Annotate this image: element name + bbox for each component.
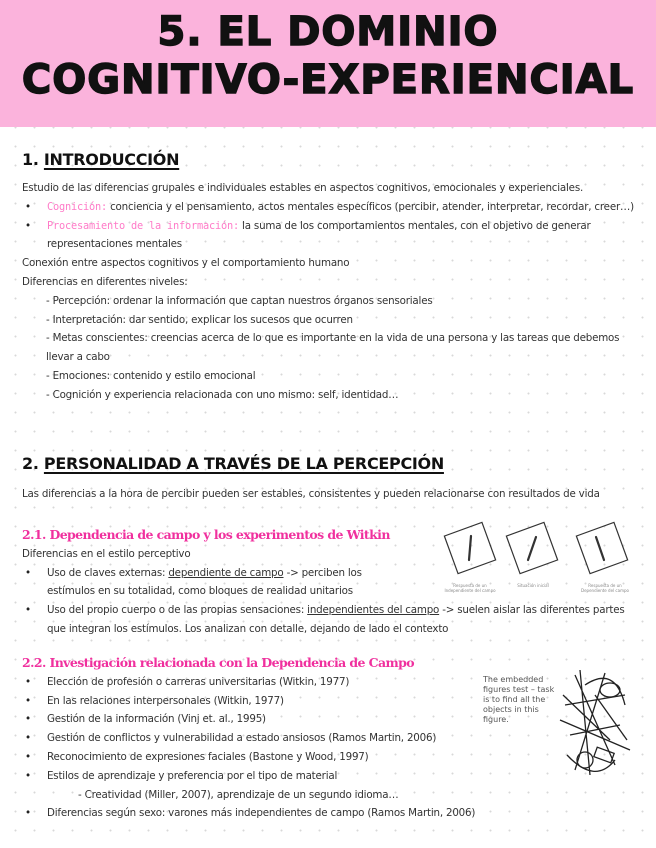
intro-text: Estudio de las diferencias grupales e individuales estables en aspectos cognitivos, emocionales y experienciales. [22, 182, 584, 194]
section-1-heading [22, 150, 179, 169]
bullet-independiente [22, 601, 634, 639]
title-line-1: 5. EL DOMINIO [157, 9, 499, 55]
level-item: - Emociones: contenido y estilo emocional [46, 369, 256, 382]
underlined-term: dependiente de campo [168, 566, 284, 579]
paragraph: Diferencias en diferentes niveles: [22, 275, 188, 288]
definition: conciencia y el pensamiento, actos mentales específicos (percibir, atender, interpretar, recordar, creer…) [107, 200, 634, 213]
text: -> suelen aislar las diferentes partes que integran los estímulos. Los analizan con detalle, dejando de lado el contexto [47, 604, 625, 635]
title-banner [0, 0, 656, 127]
section-1-body [22, 179, 634, 405]
text: -> perciben los estímulos en su totalidad, como bloques de realidad unitarios [47, 566, 362, 598]
section-title: PERSONALIDAD A TRAVÉS DE LA PERCEPCIÓN [43, 454, 444, 473]
figure-caption: Respuesta de un Dependiente del campo [581, 583, 629, 593]
figure-caption: Respuesta de un Independiente del campo [444, 583, 496, 593]
subsection-2-1 [22, 526, 442, 601]
embedded-figures-image [555, 665, 635, 785]
list-item: • Elección de profesión o carreras universitarias (Witkin, 1977) [22, 673, 634, 692]
level-item: - Percepción: ordenar la información que captan nuestros órganos sensoriales [46, 294, 433, 307]
paragraph: Diferencias en el estilo perceptivo [22, 547, 191, 560]
figure-caption: Situación inicial [517, 583, 549, 588]
section-title: INTRODUCCIÓN [43, 150, 180, 169]
section-number: 1. [22, 150, 39, 169]
subsection-title: 2.1. Dependencia de campo y los experimentos de Witkin [22, 527, 390, 542]
section-2-intro: Las diferencias a la hora de percibir pueden ser estables, consistentes y pueden relacionarse con resultados de vida [22, 488, 600, 500]
title-line-2: COGNITIVO-EXPERIENCIAL [21, 57, 635, 103]
sub-list-item: - Creatividad (Miller, 2007), aprendizaje de un segundo idioma… [78, 788, 399, 801]
term: Cognición: [47, 200, 107, 213]
list-item: • Diferencias según sexo: varones más independientes de campo (Ramos Martin, 2006) [22, 804, 634, 823]
section-number: 2. [22, 454, 39, 473]
definition: la suma de los comportamientos mentales, con el objetivo de generar representaciones mentales [47, 219, 591, 251]
list-item: • Reconocimiento de expresiones faciales (Bastone y Wood, 1997) [22, 748, 634, 767]
bullet-dependiente [22, 564, 392, 602]
section-2-heading [22, 454, 444, 473]
subsection-title: 2.2. Investigación relacionada con la Dependencia de Campo [22, 655, 414, 670]
list-item: • Gestión de conflictos y vulnerabilidad a estado ansiosos (Ramos Martin, 2006) [22, 729, 634, 748]
bullet-procesamiento [22, 217, 634, 255]
embedded-figures-caption: The embedded figures test – task is to find all the objects in this figure. [483, 675, 555, 724]
level-item: - Interpretación: dar sentido, explicar los sucesos que ocurren [46, 313, 353, 326]
list-item: • Estilos de aprendizaje y preferencia por el tipo de material [22, 767, 634, 786]
list-item: • Gestión de la información (Vinj et. al., 1995) [22, 710, 634, 729]
term: Procesamiento de la información: [47, 219, 239, 232]
underlined-term: independientes del campo [307, 604, 440, 616]
text: Uso de claves externas: [47, 566, 169, 579]
level-item: - Cognición y experiencia relacionada con uno mismo: self, identidad… [46, 388, 399, 401]
paragraph: Conexión entre aspectos cognitivos y el comportamiento humano [22, 257, 350, 270]
list-item: • En las relaciones interpersonales (Witkin, 1977) [22, 692, 634, 711]
bullet-cognicion [22, 198, 634, 217]
rod-frame-figure [440, 520, 640, 580]
text: Uso del propio cuerpo o de las propias sensaciones: [47, 604, 308, 616]
level-item: - Metas conscientes: creencias acerca de lo que es importante en la vida de una persona y las tareas que debemos llevar a cabo [46, 332, 620, 364]
